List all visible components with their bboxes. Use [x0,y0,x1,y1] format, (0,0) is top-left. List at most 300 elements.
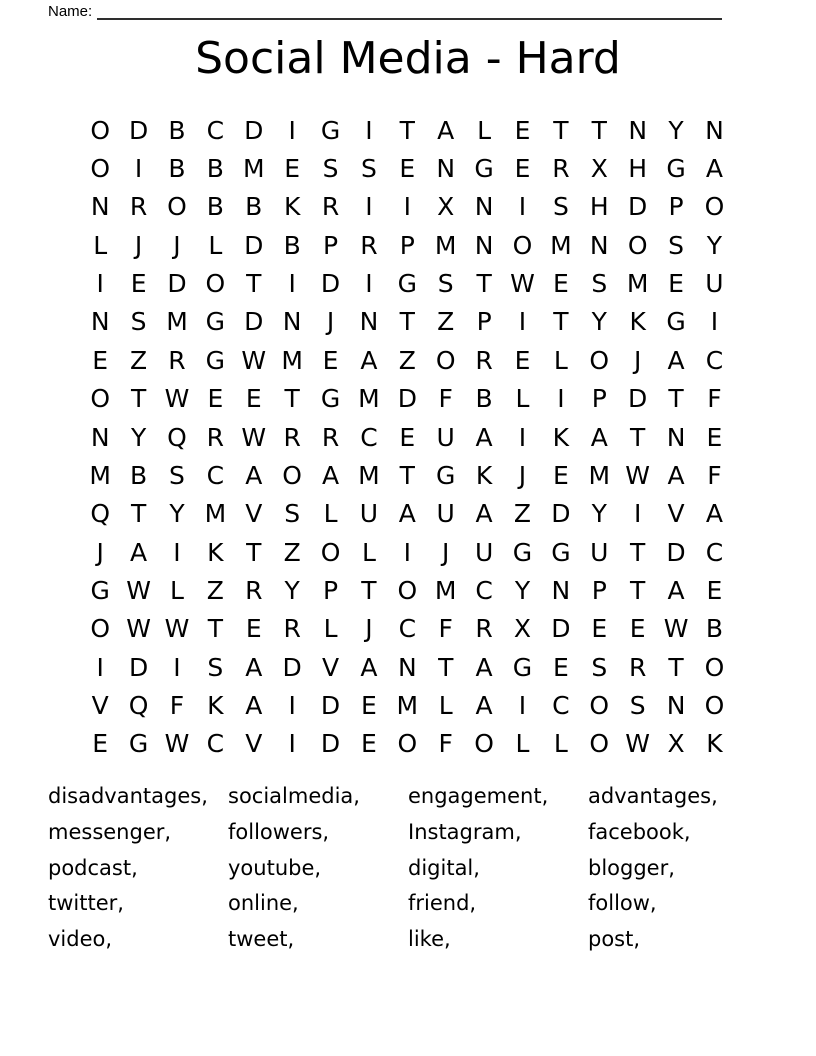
grid-letter: D [666,537,686,567]
word-item: youtube, [228,855,322,880]
grid-letter: Z [513,499,532,529]
grid-letter: J [96,537,104,567]
grid-letter: A [667,460,685,490]
grid-letter: M [550,230,572,260]
grid-letter: E [284,154,301,184]
grid-letter: M [396,691,419,721]
grid-letter: S [437,269,454,299]
word-item: video, [48,927,113,952]
grid-letter: M [588,460,611,490]
grid-letter: G [205,345,226,375]
grid-letter: C [206,460,225,490]
grid-letter: O [704,192,725,222]
grid-letter: A [437,115,455,145]
grid-letter: M [434,575,457,605]
grid-letter: R [475,614,493,644]
grid-letter: F [438,614,453,644]
grid-letter: D [244,230,264,260]
grid-letter: S [322,154,339,184]
grid-letter: I [403,537,411,567]
grid-letter: W [241,345,267,375]
grid-letter: T [246,537,262,567]
grid-letter: B [475,384,493,414]
grid-letter: G [666,307,686,337]
grid-letter: M [358,460,380,490]
grid-letter: I [288,691,296,721]
grid-letter: N [90,192,110,222]
grid-letter: S [591,652,608,682]
grid-letter: W [164,729,190,759]
grid-letter: F [438,729,453,759]
grid-letter: D [397,384,417,414]
grid-letter: N [90,422,110,452]
grid-letter: W [663,614,689,644]
grid-letter: E [552,652,569,682]
grid-letter: D [551,499,571,529]
word-item: Instagram, [408,819,522,844]
grid-letter: O [435,345,456,375]
grid-letter: A [475,652,493,682]
grid-letter: A [667,345,685,375]
grid-letter: A [360,345,378,375]
grid-letter: T [668,652,684,682]
grid-letter: O [474,729,494,759]
grid-letter: W [164,384,190,414]
grid-letter: P [476,307,492,337]
grid-letter: T [284,384,300,414]
grid-letter: I [288,269,296,299]
grid-letter: D [128,115,149,145]
grid-letter: N [666,691,686,721]
grid-letter: Z [283,537,301,567]
grid-letter: W [625,729,651,759]
grid-letter: E [706,575,723,605]
grid-letter: S [668,230,684,260]
grid-letter: C [705,537,724,567]
grid-letter: A [475,422,493,452]
grid-letter: Y [706,230,723,260]
grid-letter: S [629,691,646,721]
grid-letter: T [207,614,223,644]
puzzle-title: Social Media - Hard [195,33,621,84]
grid-letter: V [245,499,263,529]
grid-letter: C [206,115,225,145]
grid-letter: P [323,575,339,605]
grid-letter: Z [206,575,224,605]
grid-letter: P [323,230,339,260]
grid-letter: T [630,575,646,605]
grid-letter: E [706,422,723,452]
grid-letter: A [705,499,723,529]
word-item: like, [408,927,451,952]
grid-letter: N [474,192,494,222]
grid-letter: S [169,460,185,490]
grid-letter: Y [169,499,185,529]
grid-letter: O [589,345,610,375]
grid-letter: I [96,652,104,682]
grid-letter: D [244,115,264,145]
grid-letter: G [436,460,456,490]
grid-letter: L [515,729,530,759]
grid-letter: A [590,422,608,452]
grid-letter: B [705,614,724,644]
grid-letter: A [475,499,493,529]
grid-letter: T [130,499,147,529]
grid-letter: G [90,575,110,605]
grid-letter: E [322,345,339,375]
grid-letter: T [591,115,607,145]
grid-letter: R [475,345,493,375]
grid-letter: X [437,192,455,222]
grid-letter: U [474,537,494,567]
grid-letter: G [512,652,533,682]
grid-letter: I [403,192,411,222]
grid-letter: E [245,384,262,414]
grid-letter: N [666,422,686,452]
grid-letter: E [552,460,569,490]
grid-letter: G [474,154,494,184]
grid-letter: S [130,307,147,337]
grid-letter: I [557,384,565,414]
grid-letter: G [666,154,686,184]
grid-letter: K [475,460,493,490]
grid-letter: Q [128,691,149,721]
grid-letter: K [552,422,570,452]
grid-letter: O [90,154,111,184]
grid-letter: H [589,192,609,222]
grid-letter: O [512,230,533,260]
grid-letter: C [552,691,570,721]
grid-letter: R [129,192,148,222]
grid-letter: C [398,614,417,644]
grid-letter: Y [591,499,607,529]
grid-letter: N [628,115,648,145]
grid-letter: I [518,691,527,721]
name-label: Name: [48,3,93,20]
grid-letter: P [591,384,607,414]
word-item: engagement, [408,784,549,808]
word-column [408,779,588,958]
grid-letter: R [168,345,186,375]
grid-letter: E [629,614,646,644]
grid-letter: L [515,384,530,414]
grid-letter: O [627,230,648,260]
grid-letter: L [93,230,108,260]
grid-letter: K [629,307,646,337]
grid-letter: T [553,115,569,145]
grid-letter: H [628,154,648,184]
grid-letter: A [705,154,723,184]
grid-letter: D [167,269,187,299]
grid-letter: P [399,230,415,260]
grid-letter: A [130,537,148,567]
grid-letter: R [245,575,263,605]
grid-letter: R [206,422,225,452]
grid-letter: E [514,115,531,145]
grid-letter: I [365,115,373,145]
word-item: facebook, [588,819,691,844]
grid-letter: D [320,691,341,721]
grid-letter: S [207,652,224,682]
word-item: twitter, [48,891,124,916]
grid-letter: J [326,307,335,337]
grid-letter: Y [668,115,684,145]
grid-letter: B [130,460,148,490]
grid-letter: O [589,691,610,721]
grid-letter: O [90,614,111,644]
grid-letter: K [207,691,224,721]
grid-letter: M [89,460,111,490]
grid-letter: B [206,154,224,184]
word-column [48,779,228,958]
word-column [588,779,768,958]
grid-letter: F [169,691,185,721]
grid-letter: U [436,422,455,452]
grid-letter: W [126,575,151,605]
grid-letter: T [630,537,646,567]
grid-letter: O [704,652,725,682]
grid-letter: I [288,115,296,145]
grid-letter: V [321,652,340,682]
grid-letter: O [589,729,610,759]
grid-letter: P [591,575,607,605]
grid-letter: D [551,614,571,644]
grid-letter: E [552,269,569,299]
grid-letter: N [436,154,456,184]
grid-letter: E [668,269,684,299]
grid-letter: V [667,499,685,529]
word-item: socialmedia, [228,784,360,808]
grid-letter: A [245,652,263,682]
grid-letter: A [360,652,378,682]
grid-letter: W [164,614,190,644]
grid-letter: E [92,729,109,759]
grid-letter: M [434,230,457,260]
grid-letter: O [90,384,111,414]
grid-letter: G [320,384,341,414]
grid-letter: V [245,729,263,759]
grid-letter: O [397,729,418,759]
word-item: blogger, [588,855,675,880]
grid-letter: L [361,537,376,567]
grid-letter: S [284,499,301,529]
grid-letter: W [126,614,151,644]
grid-letter: N [397,652,417,682]
grid-letter: W [241,422,267,452]
grid-letter: O [205,269,226,299]
grid-letter: D [128,652,149,682]
grid-letter: N [705,115,724,145]
grid-letter: N [474,230,494,260]
grid-letter: O [167,192,187,222]
grid-letter: E [514,345,531,375]
grid-letter: G [128,729,149,759]
grid-letter: E [245,614,262,644]
grid-letter: E [591,614,608,644]
grid-letter: L [553,345,568,375]
grid-letter: S [591,269,608,299]
grid-letter: P [668,192,684,222]
grid-letter: E [207,384,224,414]
word-item: followers, [228,819,330,844]
grid-letter: U [359,499,379,529]
grid-letter: E [399,154,416,184]
letter-grid [81,111,734,763]
word-item: follow, [588,891,657,916]
grid-letter: R [321,422,340,452]
grid-letter: S [360,154,377,184]
grid-letter: W [625,460,651,490]
grid-letter: G [397,269,417,299]
grid-letter: J [518,460,527,490]
grid-letter: D [320,269,341,299]
grid-letter: O [320,537,341,567]
grid-letter: I [365,192,373,222]
grid-letter: N [359,307,379,337]
word-item: podcast, [48,855,138,880]
grid-letter: Q [90,499,111,529]
grid-letter: L [477,115,492,145]
grid-letter: C [360,422,378,452]
grid-letter: Z [398,345,416,375]
grid-letter: T [668,384,684,414]
grid-letter: M [281,345,303,375]
grid-letter: E [92,345,109,375]
grid-letter: R [321,192,340,222]
grid-letter: M [242,154,265,184]
grid-letter: M [204,499,227,529]
grid-letter: Y [284,575,300,605]
grid-letter: I [518,422,527,452]
grid-letter: T [246,269,262,299]
grid-letter: I [134,154,143,184]
grid-letter: T [399,307,415,337]
grid-letter: U [705,269,724,299]
grid-letter: Z [437,307,455,337]
grid-letter: I [365,269,373,299]
grid-letter: D [628,384,648,414]
grid-letter: G [320,115,341,145]
grid-letter: C [475,575,493,605]
grid-letter: U [590,537,609,567]
grid-letter: B [245,192,263,222]
grid-letter: Y [130,422,147,452]
grid-letter: Q [167,422,187,452]
grid-letter: I [518,192,527,222]
grid-letter: R [628,652,647,682]
grid-letter: K [706,729,723,759]
grid-letter: J [173,230,181,260]
grid-letter: T [630,422,646,452]
grid-letter: F [707,384,722,414]
word-column [228,779,408,958]
grid-letter: O [90,115,111,145]
grid-letter: G [205,307,226,337]
grid-letter: N [90,307,110,337]
grid-letter: W [510,269,535,299]
word-item: advantages, [588,784,718,808]
grid-letter: B [206,192,224,222]
grid-letter: I [288,729,296,759]
grid-letter: L [438,691,453,721]
grid-letter: R [283,614,301,644]
grid-letter: E [361,691,377,721]
grid-letter: D [244,307,264,337]
grid-letter: I [96,269,104,299]
word-item: messenger, [48,819,172,844]
grid-letter: L [553,729,568,759]
grid-letter: N [589,230,609,260]
word-item: digital, [408,855,480,880]
word-item: post, [588,927,641,952]
grid-letter: I [710,307,719,337]
grid-letter: L [323,499,338,529]
grid-letter: D [282,652,302,682]
grid-letter: J [134,230,143,260]
name-fill-line [97,3,722,20]
grid-letter: C [705,345,724,375]
grid-letter: R [283,422,301,452]
word-list [48,779,768,958]
grid-letter: T [361,575,377,605]
grid-letter: T [399,115,415,145]
grid-letter: X [590,154,608,184]
grid-letter: E [399,422,416,452]
grid-letter: I [173,537,181,567]
grid-letter: K [207,537,224,567]
grid-letter: J [442,537,450,567]
grid-letter: J [365,614,373,644]
grid-letter: S [552,192,569,222]
grid-letter: D [628,192,648,222]
grid-letter: I [518,307,527,337]
grid-letter: Z [130,345,148,375]
word-item: disadvantages, [48,784,208,808]
grid-letter: G [512,537,533,567]
word-item: online, [228,891,299,916]
grid-letter: T [438,652,454,682]
grid-letter: I [173,652,181,682]
grid-letter: A [245,460,263,490]
grid-letter: M [358,384,380,414]
grid-letter: R [552,154,570,184]
grid-letter: B [168,154,186,184]
grid-letter: T [399,460,415,490]
grid-letter: O [397,575,418,605]
grid-letter: T [130,384,147,414]
grid-letter: D [320,729,341,759]
grid-letter: K [283,192,301,222]
grid-letter: A [245,691,263,721]
grid-letter: R [360,230,378,260]
grid-letter: A [667,575,685,605]
grid-letter: Y [591,307,607,337]
grid-letter: O [704,691,725,721]
grid-letter: A [321,460,340,490]
grid-letter: X [667,729,685,759]
word-item: tweet, [228,927,295,952]
grid-letter: V [91,691,109,721]
grid-letter: E [361,729,377,759]
grid-letter: G [551,537,571,567]
grid-letter: A [398,499,416,529]
grid-letter: F [438,384,453,414]
grid-letter: T [476,269,492,299]
grid-letter: E [130,269,147,299]
name-row [48,1,732,20]
grid-letter: T [553,307,569,337]
grid-letter: M [626,269,649,299]
